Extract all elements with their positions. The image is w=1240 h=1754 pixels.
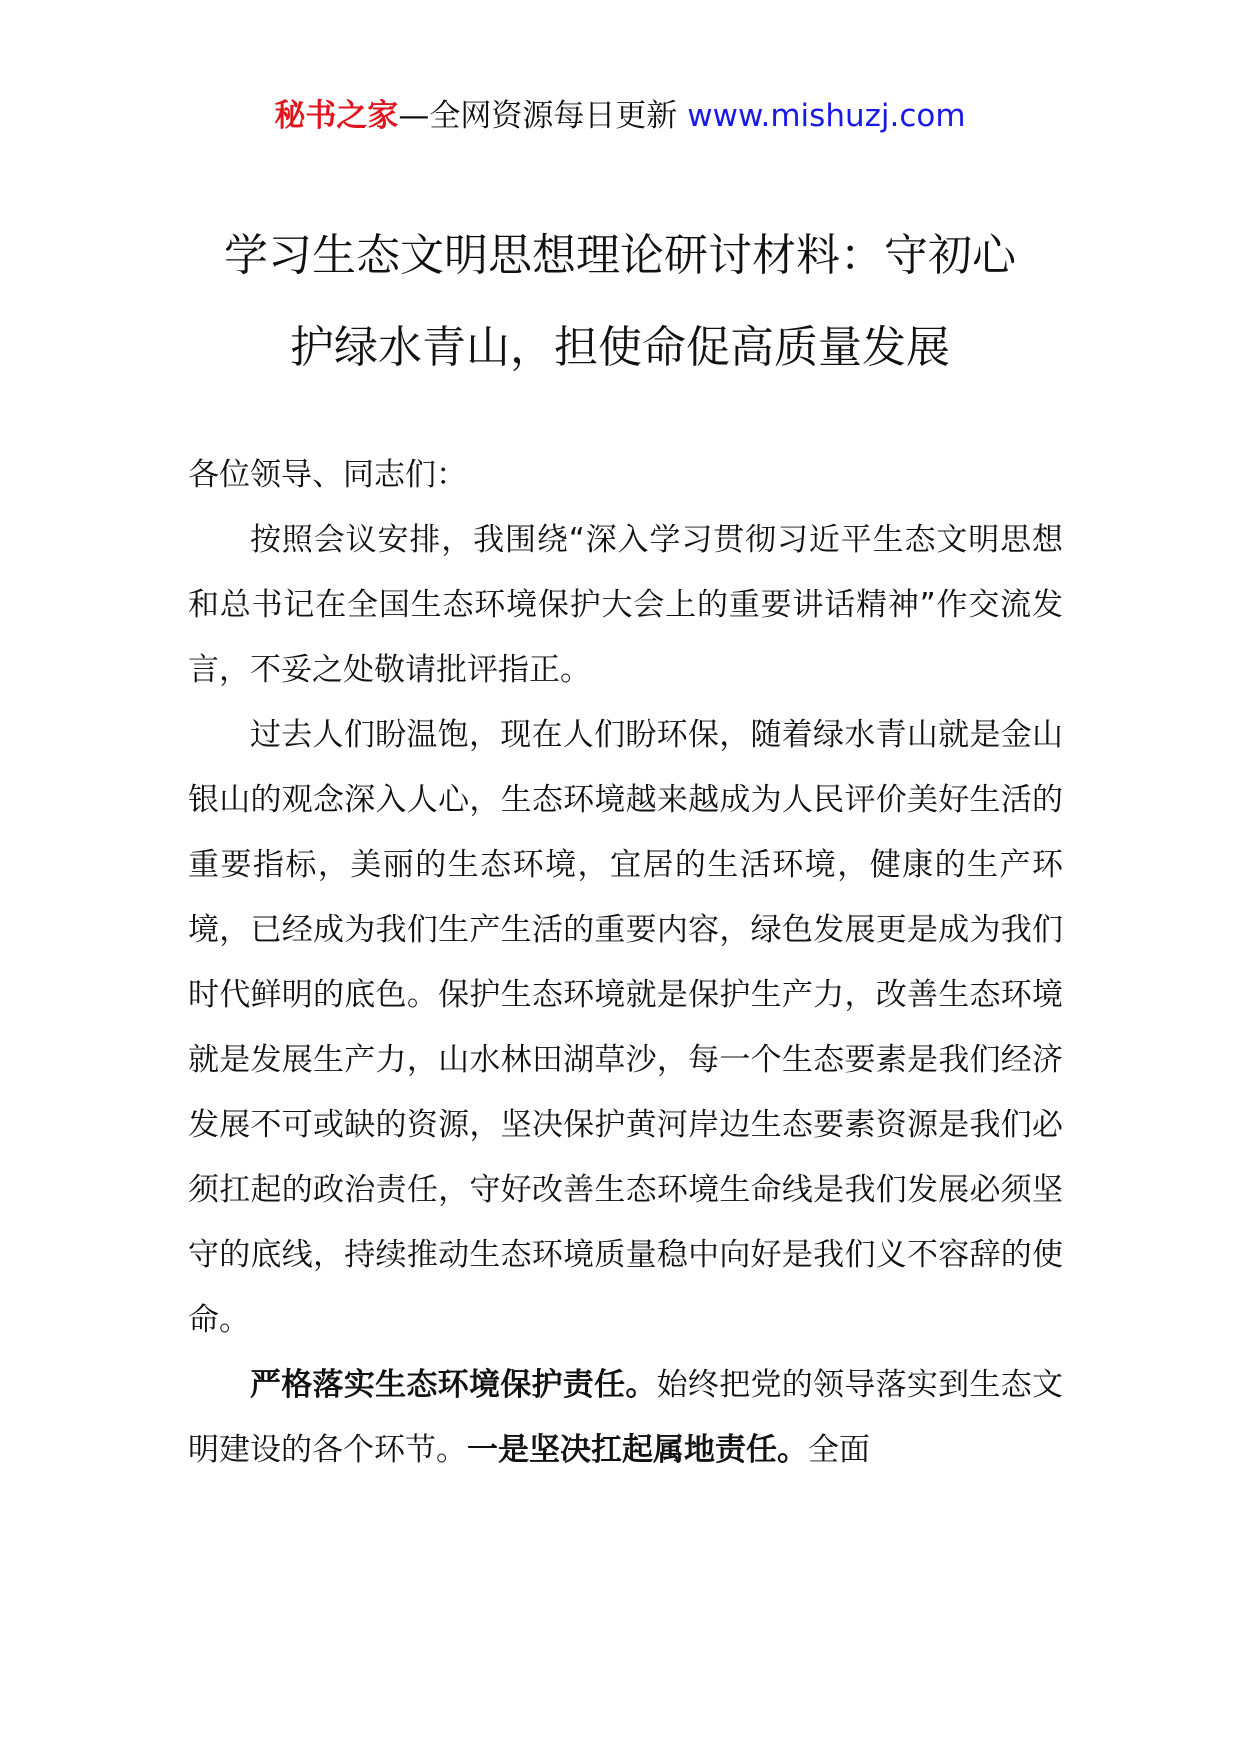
paragraph-2: 过去人们盼温饱，现在人们盼环保，随着绿水青山就是金山银山的观念深入人心，生态环境越来越成为人民评价美好生活的重要指标，美丽的生态环境，宜居的生活环境，健康的生产环境，已经成为我们生产生活的重要内容，绿色发展更是成为我们时代鲜明的底色。保护生态环境就是保护生产力，改善生态环境就是发展生产力，山水林田湖草沙，每一个生态要素是我们经济发展不可或缺的资源，坚决保护黄河岸边生态要素资源是我们必须扛起的政治责任，守好改善生态环境生命线是我们发展必须坚守的底线，持续推动生态环境质量稳中向好是我们义不容辞的使命。: [188, 717, 1063, 1338]
document-body: [188, 443, 1063, 1483]
header-tagline: —全网资源每日更新: [398, 98, 688, 134]
paragraph-3-text-2: 全面: [808, 1432, 870, 1468]
paragraph-3-subheading: 一是坚决扛起属地责任。: [467, 1432, 808, 1468]
brand-name: 秘书之家: [274, 98, 399, 134]
paragraph-1: 按照会议安排，我围绕“深入学习贯彻习近平生态文明思想和总书记在全国生态环境保护大会上的重要讲话精神”作交流发言，不妥之处敬请批评指正。: [188, 522, 1063, 688]
paragraph-3-text-1: 始终把党的领导落实到生态文明建设的各个环节。: [188, 1367, 1063, 1468]
paragraph-3: [188, 1353, 1063, 1483]
paragraph-3-heading: 严格落实生态环境保护责任。: [250, 1367, 657, 1403]
document-title-line-2: 护绿水青山，担使命促高质量发展: [290, 322, 950, 373]
site-url-link[interactable]: www.mishuzj.com: [687, 98, 966, 134]
salutation: 各位领导、同志们：: [188, 457, 467, 493]
site-header: [0, 96, 1240, 136]
document-title-line-1: 学习生态文明思想理论研讨材料：守初心: [224, 230, 1016, 281]
